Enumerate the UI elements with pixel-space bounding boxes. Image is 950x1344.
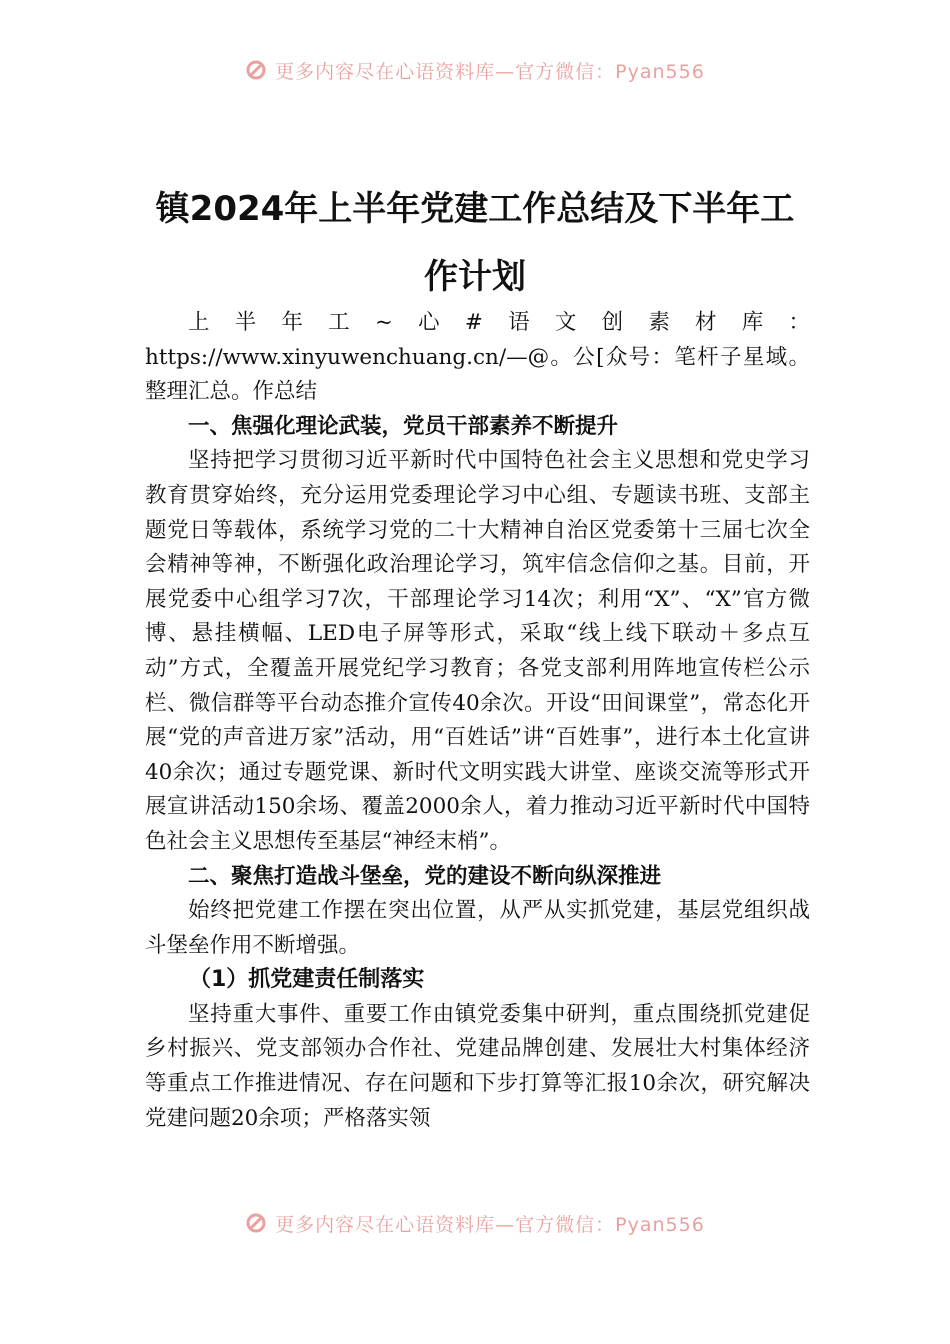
watermark-banner-bottom xyxy=(0,1208,950,1238)
body-paragraph-1: 坚持把学习贯彻习近平新时代中国特色社会主义思想和党史学习教育贯穿始终，充分运用党委理论学习中心组、专题读书班、支部主题党日等载体，系统学习党的二十大精神自治区党委第十三届七次全会精神等神，不断强化政治理论学习，筑牢信念信仰之基。目前，开展党委中心组学习7次，干部理论学习14次；利用“X”、“X”官方微博、悬挂横幅、LED电子屏等形式，采取“线上线下联动＋多点互动”方式，全覆盖开展党纪学习教育；各党支部利用阵地宣传栏公示栏、微信群等平台动态推介宣传40余次。开设“田间课堂”，常态化开展“党的声音进万家”活动，用“百姓话”讲“百姓事”，进行本土化宣讲40余次；通过专题党课、新时代文明实践大讲堂、座谈交流等形式开展宣讲活动150余场、覆盖2000余人，着力推动习近平新时代中国特色社会主义思想传至基层“神经末梢”。 xyxy=(145,448,810,854)
watermark-logo-icon xyxy=(245,1212,267,1234)
body-paragraph-2: 始终把党建工作摆在突出位置，从严从实抓党建，基层党组织战斗堡垒作用不断增强。 xyxy=(145,898,810,958)
document-body xyxy=(145,306,810,1136)
intro-paragraph: 上半年工~心#语文创素材库：https://www.xinyuwenchuang.cn/—@。公[众号：笔杆子星域。整理汇总。作总结 xyxy=(145,310,810,405)
page-title: 镇2024年上半年党建工作总结及下半年工作计划 xyxy=(155,189,795,297)
watermark-text: 更多内容尽在心语资料库—官方微信：Pyan556 xyxy=(275,1213,705,1236)
section-heading-1: 一、焦强化理论武装，党员干部素养不断提升 xyxy=(188,413,619,439)
watermark-banner-top xyxy=(0,55,950,85)
body-paragraph-3: 坚持重大事件、重要工作由镇党委集中研判，重点围绕抓党建促乡村振兴、党支部领办合作社、党建品牌创建、发展壮大村集体经济等重点工作推进情况、存在问题和下步打算等汇报10余次，研究解决党建问题20余项；严格落实领 xyxy=(145,1001,810,1131)
watermark-text: 更多内容尽在心语资料库—官方微信：Pyan556 xyxy=(275,60,705,83)
watermark-logo-icon xyxy=(245,59,267,81)
subsection-heading-1: （1）抓党建责任制落实 xyxy=(189,967,425,993)
section-heading-2: 二、聚焦打造战斗堡垒，党的建设不断向纵深推进 xyxy=(188,863,662,889)
